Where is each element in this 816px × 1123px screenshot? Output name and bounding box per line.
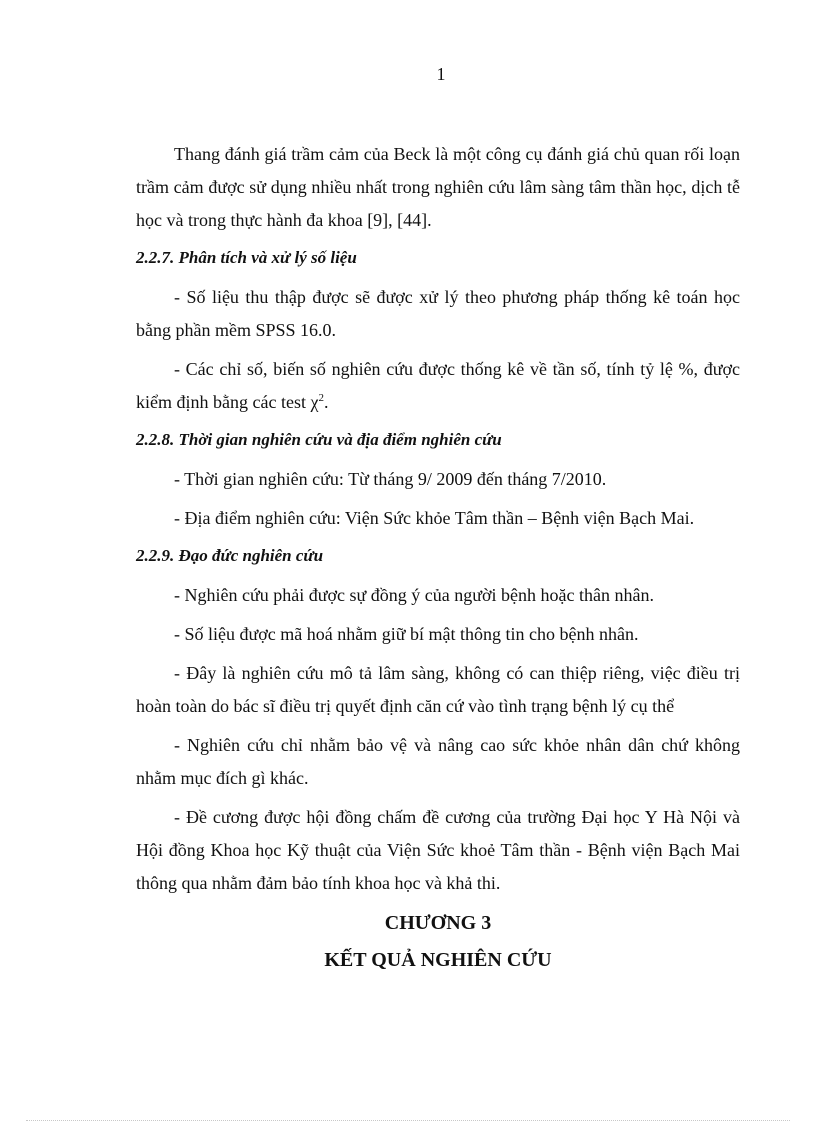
paragraph-study-location: - Địa điểm nghiên cứu: Viện Sức khỏe Tâm thần – Bệnh viện Bạch Mai. bbox=[174, 508, 695, 528]
paragraph-statistics bbox=[136, 353, 740, 419]
section-heading-2-2-7: 2.2.7. Phân tích và xử lý số liệu bbox=[136, 248, 357, 267]
paragraph-study-time: - Thời gian nghiên cứu: Từ tháng 9/ 2009 đến tháng 7/2010. bbox=[174, 469, 607, 489]
chi-square-superscript: 2 bbox=[318, 392, 324, 404]
paragraph-statistics-end: . bbox=[323, 392, 329, 412]
page-number: 1 bbox=[436, 64, 446, 84]
paragraph-spss: - Số liệu thu thập được sẽ được xử lý theo phương pháp thống kê toán học bằng phần mềm SPSS 16.0. bbox=[136, 287, 740, 340]
paragraph-approval: - Đề cương được hội đồng chấm đề cương của trường Đại học Y Hà Nội và Hội đồng Khoa học Kỹ thuật của Viện Sức khoẻ Tâm thần - Bệnh viện Bạch Mai thông qua nhằm đảm bảo tính khoa học và khả thi. bbox=[136, 807, 740, 893]
chapter-title: KẾT QUẢ NGHIÊN CỨU bbox=[324, 949, 552, 971]
paragraph-beck-scale: Thang đánh giá trầm cảm của Beck là một công cụ đánh giá chủ quan rối loạn trầm cảm được sử dụng nhiều nhất trong nghiên cứu lâm sàng tâm thần học, dịch tễ học và trong thực hành đa khoa [9], [44]. bbox=[136, 144, 740, 230]
paragraph-statistics-text: - Các chỉ số, biến số nghiên cứu được thống kê về tần số, tính tỷ lệ %, được kiểm định bằng các test χ bbox=[136, 359, 740, 412]
page-bottom-divider bbox=[26, 1120, 790, 1121]
section-heading-2-2-8: 2.2.8. Thời gian nghiên cứu và địa điểm nghiên cứu bbox=[136, 430, 502, 449]
document-body bbox=[136, 138, 740, 980]
section-heading-2-2-9: 2.2.9. Đạo đức nghiên cứu bbox=[136, 546, 324, 565]
paragraph-no-intervention: - Đây là nghiên cứu mô tả lâm sàng, không có can thiệp riêng, việc điều trị hoàn toàn do bác sĩ điều trị quyết định căn cứ vào tình trạng bệnh lý cụ thể bbox=[136, 663, 740, 716]
paragraph-confidentiality: - Số liệu được mã hoá nhằm giữ bí mật thông tin cho bệnh nhân. bbox=[174, 624, 639, 644]
paragraph-consent: - Nghiên cứu phải được sự đồng ý của người bệnh hoặc thân nhân. bbox=[174, 585, 654, 605]
paragraph-purpose: - Nghiên cứu chỉ nhằm bảo vệ và nâng cao sức khỏe nhân dân chứ không nhằm mục đích gì khác. bbox=[136, 735, 740, 788]
chapter-label: CHƯƠNG 3 bbox=[384, 912, 492, 934]
